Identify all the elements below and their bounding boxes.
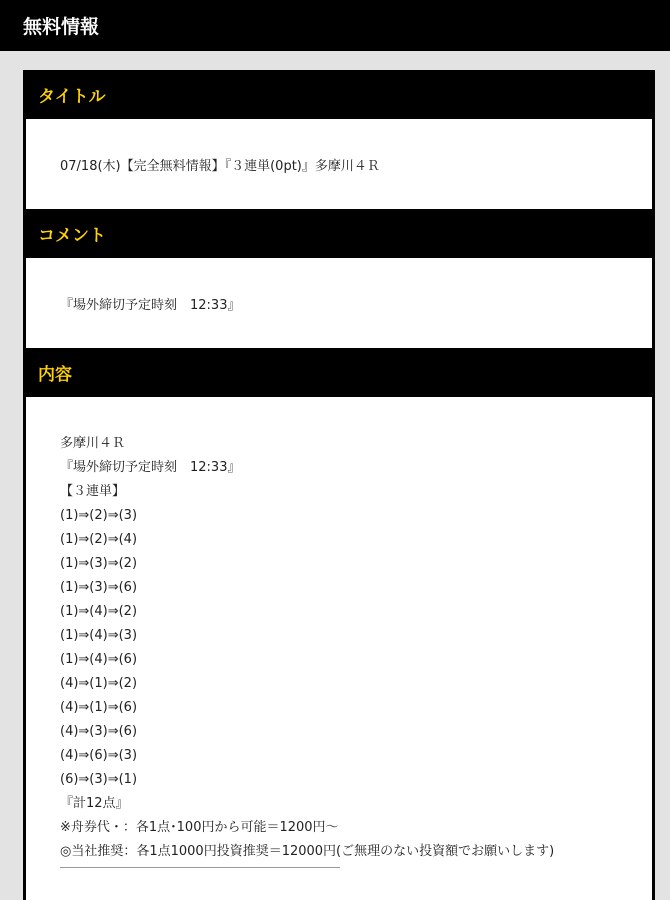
content-line: (1)⇒(2)⇒(3)	[60, 508, 138, 523]
content-divider	[60, 867, 340, 868]
page-header	[0, 0, 670, 51]
content-section-label: 内容	[38, 365, 72, 385]
title-section-header	[26, 70, 652, 119]
content-line: (4)⇒(1)⇒(2)	[60, 676, 138, 691]
content-line: (1)⇒(3)⇒(2)	[60, 556, 138, 571]
content-line: 多摩川４Ｒ	[60, 436, 126, 451]
title-value: 07/18(木)【完全無料情報】『３連単(0pt)』多摩川４Ｒ	[60, 158, 380, 174]
content-section-header	[26, 348, 652, 397]
content-section-body	[26, 397, 652, 868]
page-title: 無料情報	[23, 16, 100, 38]
content-line: (1)⇒(3)⇒(6)	[60, 580, 138, 595]
comment-section-body	[26, 258, 652, 348]
content-line: (4)⇒(3)⇒(6)	[60, 724, 138, 739]
info-card	[23, 70, 655, 900]
content-line: (4)⇒(1)⇒(6)	[60, 700, 138, 715]
title-section-body	[26, 119, 652, 209]
title-section-label: タイトル	[38, 87, 106, 107]
content-line: ◎当社推奨：各1点1000円投資推奨＝12000円(ご無理のない投資額でお願いします)	[60, 844, 555, 859]
content-line: ※舟券代・：各1点･100円から可能＝1200円〜	[60, 820, 339, 835]
content-line: 『場外締切予定時刻 12:33』	[60, 460, 241, 475]
content-line: 【３連単】	[60, 484, 126, 499]
comment-section-label: コメント	[38, 226, 106, 246]
content-line: (1)⇒(2)⇒(4)	[60, 532, 138, 547]
content-line: (1)⇒(4)⇒(6)	[60, 652, 138, 667]
content-line: (1)⇒(4)⇒(3)	[60, 628, 138, 643]
content-line: (4)⇒(6)⇒(3)	[60, 748, 138, 763]
content-line: (1)⇒(4)⇒(2)	[60, 604, 138, 619]
comment-value: 『場外締切予定時刻 12:33』	[60, 297, 241, 313]
content-line: 『計12点』	[60, 796, 129, 811]
comment-section-header	[26, 209, 652, 258]
content-line: (6)⇒(3)⇒(1)	[60, 772, 138, 787]
